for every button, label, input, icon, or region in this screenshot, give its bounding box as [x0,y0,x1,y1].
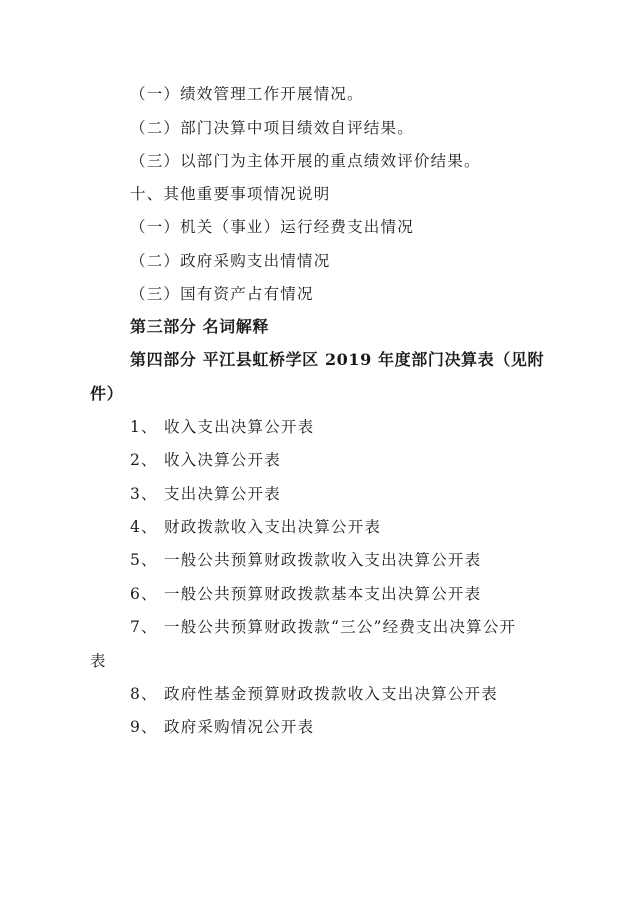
list-item: 1、 收入支出决算公开表 [130,418,315,436]
list-item: 3、 支出决算公开表 [130,485,281,503]
list-item: 8、 政府性基金预算财政拨款收入支出决算公开表 [130,685,499,703]
paragraph-item-3: （三）以部门为主体开展的重点绩效评价结果。 [130,152,481,170]
part-four-heading-line2: 件） [90,384,124,403]
part-three-heading: 第三部分 名词解释 [130,317,269,336]
paragraph-item-4: （一）机关（事业）运行经费支出情况 [130,218,414,236]
list-item: 7、 一般公共预算财政拨款“三公”经费支出决算公开 [130,618,517,636]
list-item-continuation: 表 [90,652,107,670]
list-item: 4、 财政拨款收入支出决算公开表 [130,518,382,536]
list-item: 2、 收入决算公开表 [130,451,281,469]
list-item: 9、 政府采购情况公开表 [130,718,315,736]
paragraph-item-1: （一）绩效管理工作开展情况。 [130,85,364,103]
list-item: 5、 一般公共预算财政拨款收入支出决算公开表 [130,551,482,569]
paragraph-item-2: （二）部门决算中项目绩效自评结果。 [130,119,414,137]
paragraph-item-5: （二）政府采购支出情情况 [130,252,331,270]
part-four-heading-line1: 第四部分 平江县虹桥学区 2019 年度部门决算表（见附 [130,350,545,369]
section-heading-10: 十、其他重要事项情况说明 [130,185,331,203]
paragraph-item-6: （三）国有资产占有情况 [130,285,314,303]
list-item: 6、 一般公共预算财政拨款基本支出决算公开表 [130,585,482,603]
